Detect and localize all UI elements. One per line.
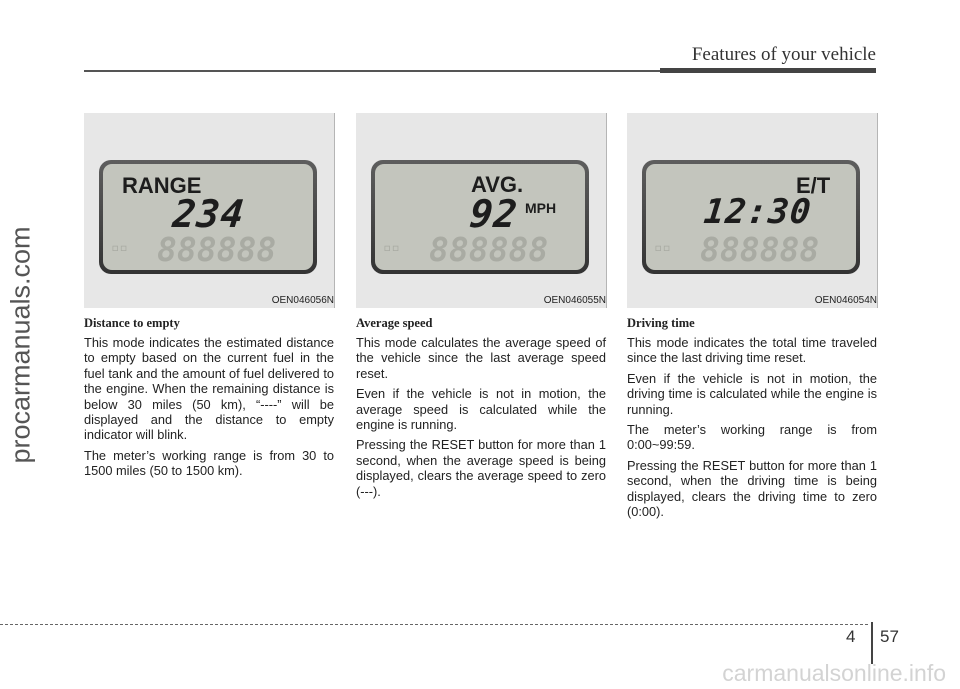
figure-code: OEN046054N: [814, 295, 877, 306]
lcd-mode-value: 234: [170, 192, 247, 236]
lcd-ghost-segment-icon: ▫▫: [111, 240, 128, 256]
section-paragraph: The meter’s working range is from 0:00~99:59.: [627, 422, 877, 453]
lcd-ghost-segment-icon: ▫▫: [654, 240, 671, 256]
footer-divider: [871, 622, 873, 664]
section-paragraph: Pressing the RESET button for more than 1 second, when the driving time is being displayed, clears the driving time to zero (0:00).: [627, 457, 877, 520]
section-paragraph: This mode indicates the total time traveled since the last driving time reset.: [627, 335, 877, 366]
figure-code: OEN046055N: [543, 295, 606, 306]
footer-rule: [0, 624, 868, 625]
lcd-mode-value: 12:30: [701, 192, 814, 232]
section-paragraph: Pressing the RESET button for more than 1 second, when the average speed is being displayed, clears the average speed to zero (---).: [356, 437, 606, 499]
lcd-ghost-odometer: 888888: [157, 230, 277, 269]
chapter-number: 4: [846, 627, 856, 646]
section-heading: Average speed: [356, 316, 433, 330]
section-paragraph: Even if the vehicle is not in motion, the average speed is calculated while the engine is running.: [356, 386, 606, 433]
lcd-display-frame: [642, 160, 860, 274]
figure-average-speed: [356, 113, 607, 308]
lcd-display-frame: [371, 160, 589, 274]
lcd-screen: [646, 164, 856, 270]
lcd-ghost-odometer: 888888: [429, 230, 549, 269]
lcd-screen: [103, 164, 313, 270]
lcd-mode-unit: MPH: [525, 200, 557, 216]
lcd-mode-value: 92: [467, 192, 521, 236]
figure-code: OEN046056N: [271, 295, 334, 306]
lcd-mode-label: E/T: [796, 173, 831, 198]
lcd-screen: [375, 164, 585, 270]
lcd-ghost-odometer: 888888: [700, 230, 820, 269]
figure-driving-time: [627, 113, 878, 308]
header-rule-accent: [660, 68, 876, 73]
section-driving-time: [627, 316, 877, 524]
section-heading: Driving time: [627, 316, 695, 330]
side-watermark: [4, 0, 38, 689]
lcd-ghost-segment-icon: ▫▫: [383, 240, 400, 256]
page-number: 57: [880, 627, 899, 646]
section-paragraph: The meter’s working range is from 30 to 1500 miles (50 to 1500 km).: [84, 447, 334, 479]
section-paragraph: Even if the vehicle is not in motion, the driving time is calculated while the engine is running.: [627, 370, 877, 417]
figure-range: [84, 113, 335, 308]
section-heading: Distance to empty: [84, 316, 180, 330]
section-distance-to-empty: [84, 316, 334, 484]
section-paragraph: This mode indicates the estimated distance to empty based on the current fuel in the fuel tank and the amount of fuel delivered to the engine. When the remaining distance is below 30 miles (50 km), “----” will be displayed and the distance to empty indicator will blink.: [84, 335, 334, 443]
page-header-title: Features of your vehicle: [691, 44, 876, 65]
lcd-mode-label: AVG.: [471, 172, 524, 197]
bottom-watermark: carmanualsonline.info: [722, 660, 946, 686]
section-average-speed: [356, 316, 606, 504]
side-watermark-text: procarmanuals.com: [5, 226, 36, 464]
section-paragraph: This mode calculates the average speed of the vehicle since the last average speed reset.: [356, 335, 606, 381]
lcd-display-frame: [99, 160, 317, 274]
lcd-mode-label: RANGE: [122, 173, 202, 198]
